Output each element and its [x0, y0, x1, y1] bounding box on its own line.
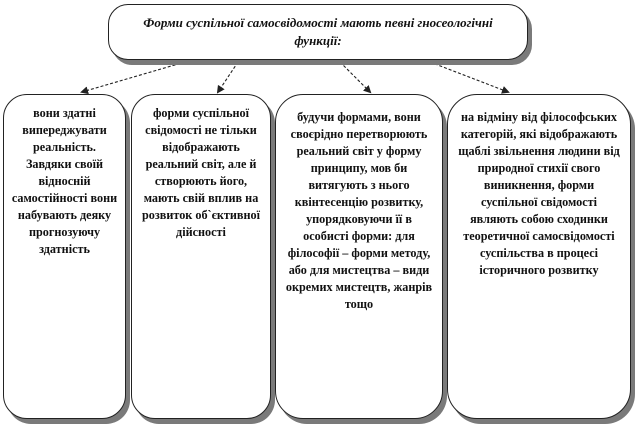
function-box-3: [275, 94, 443, 419]
function-box-1: [3, 94, 126, 419]
arrow-to-box-1: [82, 62, 185, 92]
arrow-to-box-2: [218, 62, 238, 92]
title-box: [108, 4, 528, 60]
function-box-4-text: на відміну від філософських категорій, які відображають щаблі звільнення людини від природної стихії свого виникнення, форми суспільної свідомості являють собою сходинки теоретичної самосвідомості суспільства в процесі історичного розвитку: [458, 110, 620, 277]
function-box-3-text: будучи формами, вони своєрідно перетворюють реальний світ у форму принципу, мов би витягують з нього квінтесенцію розвитку, упорядковуючи її в особисті форми: для філософії – форми методу, або для мистецтва – види окремих мистецтв, жанрів тощо: [285, 110, 433, 311]
function-box-2-text: форми суспільної свідомості не тільки відображають реальний світ, але й створюють його, мають свій вплив на розвиток об`єктивної дійсності: [142, 106, 260, 239]
function-box-4: [447, 94, 631, 419]
title-text: Форми суспільної самосвідомості мають певні гносеологічні функції:: [143, 15, 493, 48]
arrow-to-box-4: [430, 62, 508, 92]
function-box-2: [131, 94, 271, 419]
arrow-to-box-3: [340, 62, 370, 92]
function-box-1-text: вони здатні випереджувати реальність. Завдяки своїй відносній самостійності вони набувають деяку прогнозуючу здатність: [11, 106, 118, 256]
